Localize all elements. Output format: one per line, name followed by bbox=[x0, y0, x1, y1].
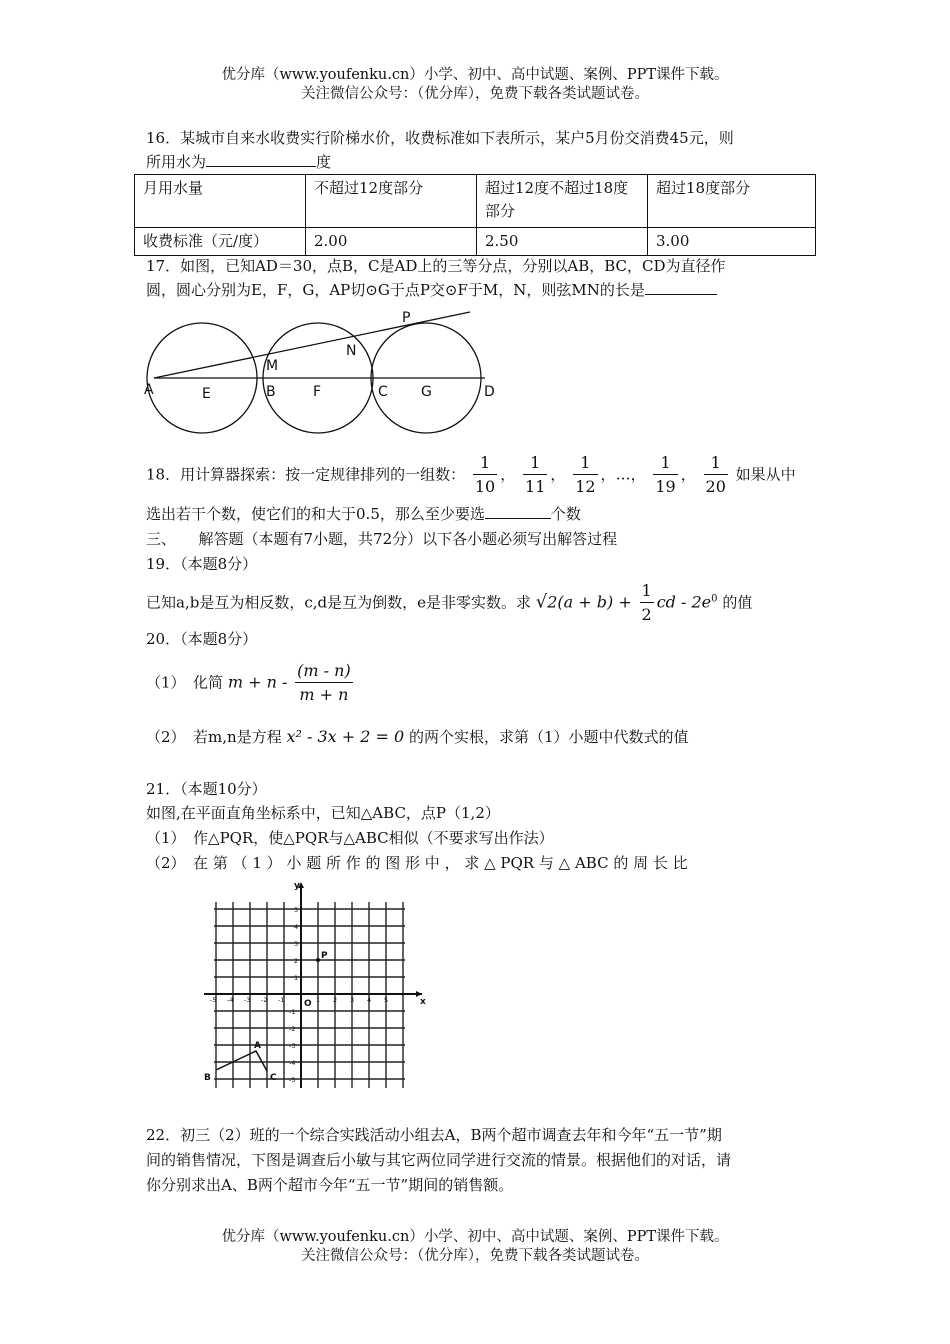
label-f: F bbox=[313, 384, 322, 400]
x-tick: -1 bbox=[278, 996, 285, 1004]
origin-label: O bbox=[304, 999, 312, 1009]
label-g: G bbox=[421, 384, 432, 400]
sqrt-symbol: √ bbox=[535, 591, 548, 613]
q18-text-b: 如果从中 bbox=[735, 465, 796, 484]
q18-text-c: 选出若干个数，使它们的和大于0.5，那么至少要选 bbox=[146, 505, 485, 523]
q21-line-3: （2） 在 第 （ 1 ） 小 题 所 作 的 图 形 中 ， 求 △ PQR 与 △ ABC 的 周 长 比 bbox=[146, 854, 688, 872]
q20-heading: 20．（本题8分） bbox=[146, 630, 258, 648]
label-d: D bbox=[484, 384, 495, 400]
table-cell: 3.00 bbox=[648, 228, 816, 256]
q18-line-2 bbox=[146, 503, 581, 524]
q19-expr-a: 2(a + b) + bbox=[547, 592, 632, 612]
x-tick: -3 bbox=[244, 996, 251, 1004]
point-p-label: P bbox=[321, 951, 328, 961]
x-tick: -2 bbox=[261, 996, 268, 1004]
point-a-label: A bbox=[254, 1041, 261, 1051]
label-n: N bbox=[346, 343, 357, 359]
q18-answer-blank bbox=[485, 504, 551, 519]
y-tick: -4 bbox=[289, 1059, 296, 1067]
label-b: B bbox=[266, 384, 276, 400]
q19-half-fraction: $\frac{1}{2}$ bbox=[641, 581, 652, 624]
x-tick: 5 bbox=[384, 996, 389, 1004]
table-cell: 月用水量 bbox=[135, 175, 306, 228]
fraction-1-19: $\frac{1}{19}$ bbox=[655, 453, 676, 496]
q16-line-1: 16．某城市自来水收费实行阶梯水价，收费标准如下表所示，某户5月份交消费45元，则 bbox=[146, 129, 734, 147]
q17-line-2 bbox=[146, 279, 717, 300]
y-tick: -3 bbox=[289, 1042, 296, 1050]
table-cell: 不超过12度部分 bbox=[306, 175, 477, 228]
y-axis-label: y bbox=[294, 881, 300, 891]
point-c-label: C bbox=[270, 1073, 277, 1083]
q18-text-d: 个数 bbox=[550, 505, 581, 523]
q20-equation: x² - 3x + 2 = 0 bbox=[286, 727, 405, 746]
q22-line-1: 22．初三（2）班的一个综合实践活动小组去A，B两个超市调查去年和今年“五一节”期 bbox=[146, 1126, 722, 1144]
q21-line-2: （1） 作△PQR，使△PQR与△ABC相似（不要求写出作法） bbox=[146, 829, 554, 847]
y-tick: 3 bbox=[294, 940, 299, 948]
q19-expr-b: cd - 2e bbox=[656, 592, 712, 612]
y-tick: 2 bbox=[294, 957, 299, 965]
three-circles-figure bbox=[140, 300, 510, 440]
label-p: P bbox=[402, 310, 411, 326]
q22-line-2: 间的销售情况，下图是调查后小敏与其它两位同学进行交流的情景。根据他们的对话，请 bbox=[146, 1151, 732, 1169]
q16-answer-blank bbox=[206, 152, 316, 167]
q22-line-3: 你分别求出A、B两个超市今年“五一节”期间的销售额。 bbox=[146, 1176, 514, 1194]
x-tick: -5 bbox=[210, 996, 217, 1004]
water-fee-table bbox=[134, 174, 816, 256]
fraction-1-20: $\frac{1}{20}$ bbox=[705, 453, 726, 496]
y-tick: 1 bbox=[294, 974, 299, 982]
table-cell: 2.00 bbox=[306, 228, 477, 256]
q18-text-a: 18．用计算器探索：按一定规律排列的一组数： bbox=[146, 465, 466, 484]
footer-line-2: 关注微信公众号：（优分库），免费下载各类试题试卷。 bbox=[301, 1248, 649, 1264]
table-cell: 超过12度不超过18度部分 bbox=[477, 175, 648, 228]
y-tick: -2 bbox=[289, 1025, 296, 1033]
fraction-1-10: $\frac{1}{10}$ bbox=[474, 453, 496, 496]
q21-heading: 21．（本题10分） bbox=[146, 780, 267, 798]
footer-line-1: 优分库（www.youfenku.cn）小学、初中、高中试题、案例、PPT课件下载。 bbox=[221, 1229, 729, 1245]
x-tick: 1 bbox=[316, 996, 321, 1004]
q16-line-2 bbox=[146, 151, 331, 172]
q17-text: 圆，圆心分别为E，F，G，AP切⊙G于点P交⊙F于M，N，则弦MN的长是 bbox=[146, 281, 645, 299]
table-cell: 2.50 bbox=[477, 228, 648, 256]
page-header bbox=[0, 66, 950, 104]
point-b-label: B bbox=[204, 1073, 211, 1083]
q19-heading: 19．（本题8分） bbox=[146, 555, 258, 573]
fraction-1-12: $\frac{1}{12}$ bbox=[575, 453, 596, 496]
fraction-1-11: $\frac{1}{11}$ bbox=[525, 453, 546, 496]
header-line-2: 关注微信公众号：（优分库），免费下载各类试题试卷。 bbox=[301, 86, 649, 102]
q17-answer-blank bbox=[645, 280, 717, 295]
q20-part-1: （1） 化简 m + n - $\frac{(m - n)}{m + n}$ bbox=[146, 660, 356, 707]
y-tick: 5 bbox=[294, 906, 299, 914]
q17-line-1: 17．如图，已知AD＝30，点B，C是AD上的三等分点，分别以AB，BC，CD为直径作 bbox=[146, 257, 726, 275]
table-cell: 收费标准（元/度） bbox=[135, 228, 306, 256]
label-e: E bbox=[202, 386, 211, 402]
x-tick: 3 bbox=[350, 996, 355, 1004]
coordinate-grid-figure bbox=[200, 872, 440, 1092]
header-line-1: 优分库（www.youfenku.cn）小学、初中、高中试题、案例、PPT课件下载。 bbox=[221, 67, 729, 83]
label-a: A bbox=[144, 382, 154, 398]
q19-body: 已知a,b是互为相反数，c,d是互为倒数，e是非零实数。求 √2(a + b) + $\frac{1}{2}$ cd - $2e^0$ 的值 bbox=[146, 580, 752, 627]
x-tick: 2 bbox=[333, 996, 338, 1004]
q20-part-2: （2） 若m,n是方程 x² - 3x + 2 = 0 的两个实根，求第（1）小题中代数式的值 bbox=[146, 727, 689, 746]
q16-text-a: 所用水为 bbox=[146, 153, 207, 171]
page-footer bbox=[0, 1228, 950, 1266]
q20-fraction: $\frac{(m - n)}{m + n}$ bbox=[297, 661, 351, 704]
y-tick: 4 bbox=[294, 923, 299, 931]
x-tick: 4 bbox=[367, 996, 372, 1004]
table-row bbox=[135, 228, 816, 256]
q21-line-1: 如图,在平面直角坐标系中，已知△ABC，点P（1,2） bbox=[146, 804, 500, 822]
x-axis-label: x bbox=[420, 997, 426, 1007]
y-tick: -1 bbox=[289, 1008, 296, 1016]
section-3-heading: 三、 解答题（本题有7小题，共72分）以下各小题必须写出解答过程 bbox=[146, 530, 618, 548]
q18-line-1: 18．用计算器探索：按一定规律排列的一组数： $\frac{1}{10}$ ， $\frac{1}{11}$ ， $\frac{1}{12}$ ，…， $\frac{1}{19}$ ， $\frac{1}{20}$ 如果从中 bbox=[146, 452, 796, 499]
label-c: C bbox=[378, 384, 388, 400]
q16-text-b: 度 bbox=[316, 153, 332, 171]
x-tick: -4 bbox=[227, 996, 234, 1004]
y-tick: -5 bbox=[289, 1076, 296, 1084]
table-row bbox=[135, 175, 816, 228]
label-m: M bbox=[266, 358, 279, 374]
table-cell: 超过18度部分 bbox=[648, 175, 816, 228]
